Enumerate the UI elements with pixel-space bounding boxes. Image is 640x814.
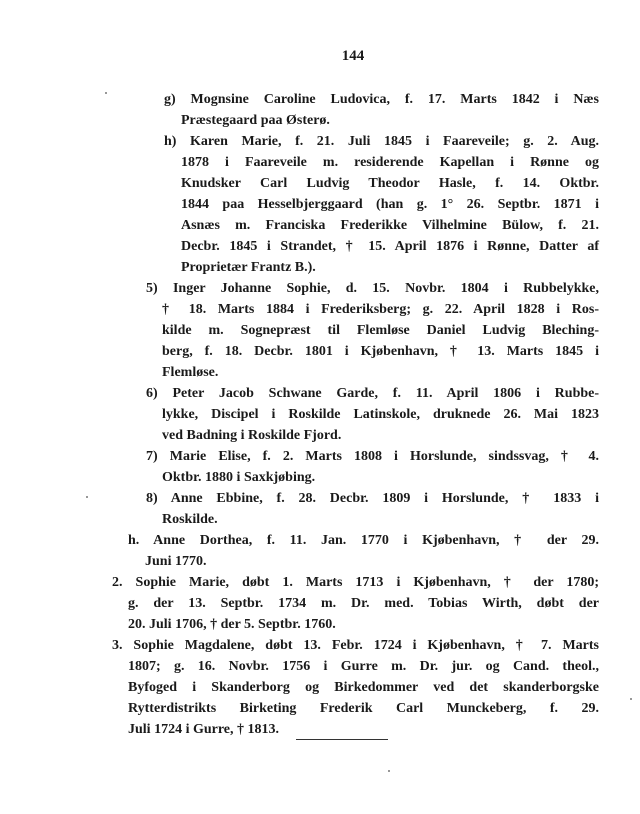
entry-h-dot: [128, 530, 599, 572]
entry-line: [146, 278, 599, 299]
entry-g: [164, 89, 599, 131]
entry-line: [146, 446, 599, 467]
entry-marker: h): [164, 134, 177, 149]
entry-line: ved Badning i Roskilde Fjord.: [162, 428, 342, 443]
scan-speck: [86, 496, 88, 498]
entry-text: Inger Johanne Sophie, d. 15. Novbr. 1804 i Rubbelykke,: [172, 281, 599, 296]
scan-speck: [388, 770, 390, 772]
entry-2: [112, 572, 599, 635]
entry-text: Sophie Marie, døbt 1. Marts 1713 i Kjøbenhavn, † der 1780;: [135, 575, 599, 590]
entry-line: [112, 635, 599, 656]
entry-line: kilde m. Sognepræst til Flemløse Daniel Ludvig Bleching-: [162, 323, 599, 338]
entry-text: Anne Dorthea, f. 11. Jan. 1770 i Kjøbenhavn, † der 29.: [153, 533, 599, 548]
entry-h: [164, 131, 599, 278]
entry-line: † 18. Marts 1884 i Frederiksberg; g. 22. April 1828 i Ros-: [162, 302, 599, 317]
entry-line: Rytterdistrikts Birketing Frederik Carl Munckeberg, f. 29.: [128, 701, 599, 716]
entry-line: Roskilde.: [162, 512, 218, 527]
entry-6: [146, 383, 599, 446]
entry-line: Præstegaard paa Østerø.: [181, 113, 330, 128]
entry-line: Byfoged i Skanderborg og Birkedommer ved det skanderborgske: [128, 680, 599, 695]
entry-marker: 5): [146, 281, 158, 296]
scan-speck: [105, 92, 107, 94]
entry-line: [164, 131, 599, 152]
entry-text: Marie Elise, f. 2. Marts 1808 i Horslunde, sindssvag, † 4.: [169, 449, 599, 464]
entry-text: Karen Marie, f. 21. Juli 1845 i Faareveile; g. 2. Aug.: [190, 134, 600, 149]
entry-line: 1807; g. 16. Novbr. 1756 i Gurre m. Dr. jur. og Cand. theol.,: [128, 659, 599, 674]
entry-line: lykke, Discipel i Roskilde Latinskole, druknede 26. Mai 1823: [162, 407, 599, 422]
scan-speck: [630, 698, 632, 700]
entry-line: [164, 89, 599, 110]
entry-line: 20. Juli 1706, † der 5. Septbr. 1760.: [128, 617, 336, 632]
entry-line: [128, 530, 599, 551]
entry-text: Sophie Magdalene, døbt 13. Febr. 1724 i Kjøbenhavn, † 7. Marts: [133, 638, 599, 653]
entry-line: 1878 i Faareveile m. residerende Kapellan i Rønne og: [181, 155, 599, 170]
entry-line: [146, 383, 599, 404]
entry-7: [146, 446, 599, 488]
entry-text: Peter Jacob Schwane Garde, f. 11. April 1806 i Rubbe-: [172, 386, 600, 401]
entry-marker: 8): [146, 491, 158, 506]
entry-line: [112, 572, 599, 593]
entry-line: Proprietær Frantz B.).: [181, 260, 316, 275]
entry-line: 1844 paa Hesselbjerggaard (han g. 1° 26. Septbr. 1871 i: [181, 197, 599, 212]
entry-line: Decbr. 1845 i Strandet, † 15. April 1876 i Rønne, Datter af: [181, 239, 599, 254]
end-rule: [296, 739, 388, 740]
entry-marker: 2.: [112, 575, 123, 590]
entry-marker: h.: [128, 533, 140, 548]
page-number: 144: [341, 48, 365, 64]
entry-line: g. der 13. Septbr. 1734 m. Dr. med. Tobias Wirth, døbt der: [128, 596, 599, 611]
entry-marker: 3.: [112, 638, 123, 653]
entry-line: Asnæs m. Franciska Frederikke Vilhelmine Bülow, f. 21.: [181, 218, 599, 233]
entry-line: Juli 1724 i Gurre, † 1813.: [128, 722, 280, 737]
entry-line: berg, f. 18. Decbr. 1801 i Kjøbenhavn, † 13. Marts 1845 i: [162, 344, 599, 359]
entry-marker: 7): [146, 449, 158, 464]
entry-marker: 6): [146, 386, 158, 401]
entry-8: [146, 488, 599, 530]
entry-line: Knudsker Carl Ludvig Theodor Hasle, f. 14. Oktbr.: [181, 176, 599, 191]
entry-text: Mognsine Caroline Ludovica, f. 17. Marts 1842 i Næs: [190, 92, 599, 107]
entry-marker: g): [164, 92, 176, 107]
entry-line: Oktbr. 1880 i Saxkjøbing.: [162, 470, 316, 485]
entry-5: [146, 278, 599, 383]
entry-text: Anne Ebbine, f. 28. Decbr. 1809 i Horslunde, † 1833 i: [170, 491, 600, 506]
entry-line: Flemløse.: [162, 365, 219, 380]
entry-line: [146, 488, 599, 509]
entry-line: Juni 1770.: [145, 554, 207, 569]
entry-3: [112, 635, 599, 740]
